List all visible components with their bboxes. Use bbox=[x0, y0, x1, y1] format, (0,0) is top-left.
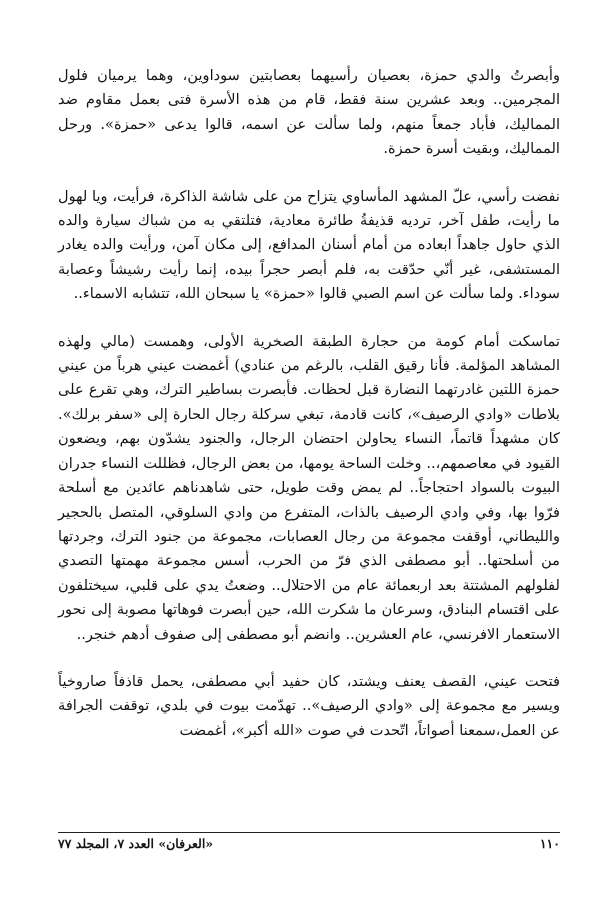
paragraph-4: فتحت عيني، القصف يعنف ويشتد، كان حفيد أبي مصطفى، يحمل قاذفاً صاروخياً ويسير مع مجموعة إلى «وادي الرصيف».. تهدّمت بيوت في بلدي، توقفت الجرافة عن العمل،سمعنا أصواتاً، اتّحدت في صوت «الله أكبر»، أغمضت bbox=[58, 672, 560, 739]
footer-divider bbox=[58, 832, 560, 833]
paragraph-1: وأبصرتُ والدي حمزة، بعصيان رأسيهما بعصابتين سوداوين، وهما يرميان فلول المجرمين.. وبعد عشرين سنة فقط، قام من هذه الأسرة فتى بعمل مقاوم ضد المماليك، فأباد جمعاً منهم، ولما سألت عن اسمه، قالوا يدعى «حمزة». ورحل المماليك، وبقيت أسرة حمزة. bbox=[58, 67, 560, 158]
page-number: ١١٠ bbox=[539, 836, 560, 851]
journal-citation: «العرفان» العدد ٧، المجلد ٧٧ bbox=[58, 836, 214, 851]
page-footer bbox=[58, 836, 560, 851]
paragraph-2: نفضت رأسي، علّ المشهد المأساوي يتزاح من على شاشة الذاكرة، فرأيت، ويا لهول ما رأيت، طفل آخر، ترديه قذيفةُ طائرة معادية، فتلتقي به من شباك سيارة والده الذي حاول جاهداً ابعاده من أمام أسنان المدافع، إلى مكان آمن، ورأيت والده يغادر المستشفى، غير أنّي حدّقت به، فلم أبصر حجراً بيده، إنما رأيت رشيشاً وعصابة سوداء. ولما سألت عن اسم الصبي قالوا «حمزة» يا سبحان الله، تتشابه الاسماء.. bbox=[58, 187, 560, 303]
article-body bbox=[58, 64, 560, 743]
paragraph-3: تماسكت أمام كومة من حجارة الطبقة الصخرية الأولى، وهمست (مالي ولهذه المشاهد المؤلمة. فأنا رقيق القلب، بالرغم من عنادي) أغمضت عيني هرباً من عيني حمزة اللتين غادرتهما النضارة قبل لحظات. فأبصرت بساطير الترك، وهي تقرع على بلاطات «وادي الرصيف»، كانت قادمة، تبغي سركلة رجال الحارة إلى «سفر برلك». كان مشهداً قاتماً، النساء يحاولن احتضان الرجال، والجنود يشدّون بهم، ويضعون القيود في معاصمهم،.. وخلت الساحة يومها، من بعض الرجال، فظللت النساء جدران البيوت بالسواد احتجاجاً.. لم يمض وقت طويل، حتى شاهدناهم عائدين مع أسلحة فرّوا بها، وفي وادي الرصيف بالذات، المتفرع من وادي السلوقي، المتصل بالحجير والليطاني، أوقفت مجموعة من رجال العصابات، مجموعة من جنود الترك، وجردتها من أسلحتها.. أبو مصطفى الذي فرّ من الحرب، أسس مجموعة مهمتها التصدي لفلولهم المشتتة بعد اربعمائة عام من الاحتلال.. وضعتُ يدي على قلبي، سيختلفون على اقتسام البنادق، وسرعان ما شكرت الله، حين أبصرت فوهاتها مصوبة إلى نحور الاستعمار الافرنسي، عام العشرين.. وانضم أبو مصطفى إلى صفوف أدهم خنجر.. bbox=[58, 332, 560, 643]
